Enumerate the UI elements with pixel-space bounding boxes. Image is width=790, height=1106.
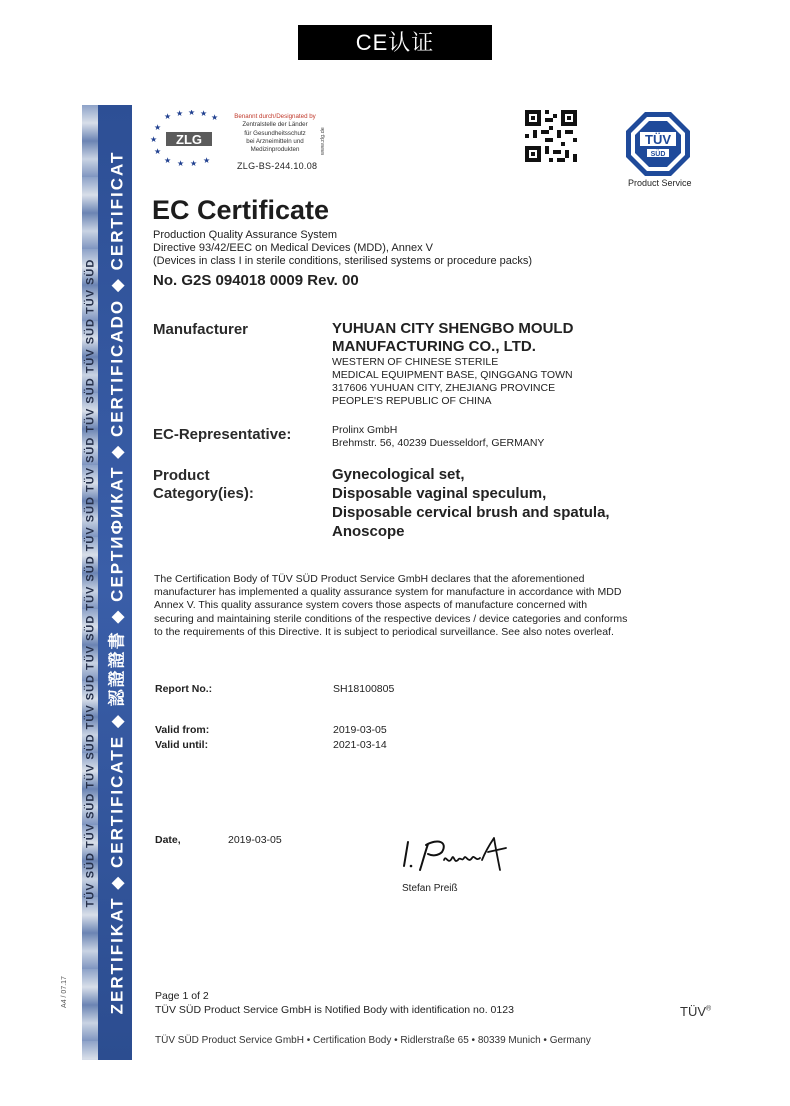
manufacturer-name-line2: MANUFACTURING CO., LTD.	[332, 338, 536, 355]
manufacturer-label: Manufacturer	[153, 321, 249, 338]
band-multilingual-text: ZERTIFIKAT ◆ CERTIFICATE ◆ 認證證書 ◆ СЕРТИФИКАТ ◆ CERTIFICADO ◆ CERTIFICAT	[107, 150, 127, 1015]
zlg-logo	[150, 110, 226, 166]
tuv-logo-sub: SÜD	[650, 151, 666, 158]
subtitle-line1: Production Quality Assurance System	[153, 229, 338, 241]
zlg-logo-text: ZLG	[176, 132, 202, 147]
subtitle-line3: (Devices in class I in sterile conditions, sterilised systems or procedure packs)	[153, 255, 533, 267]
form-code: A4 / 07.17	[61, 976, 68, 1008]
zlg-code: ZLG-BS-244.10.08	[237, 161, 318, 171]
svg-text:★: ★	[203, 156, 211, 165]
ec-representative-address: Brehmstr. 56, 40239 Duesseldorf, GERMANY	[332, 437, 545, 449]
manufacturer-address-line4: PEOPLE'S REPUBLIC OF CHINA	[332, 395, 492, 407]
tuv-logo-text: TÜV	[645, 132, 671, 147]
zlg-url: www.zlg.de	[320, 127, 326, 155]
ec-representative-label: EC-Representative:	[153, 426, 292, 443]
valid-until-label: Valid until:	[155, 739, 209, 751]
valid-from-value: 2019-03-05	[333, 724, 387, 736]
certificate-side-band	[82, 105, 132, 1060]
svg-text:★: ★	[200, 110, 208, 118]
svg-text:★: ★	[176, 110, 184, 118]
certificate-title: EC Certificate	[152, 195, 330, 225]
manufacturer-address-line1: WESTERN OF CHINESE STERILE	[332, 356, 499, 368]
product-item: Disposable cervical brush and spatula,	[332, 504, 610, 521]
tuv-caption: Product Service	[628, 178, 692, 188]
certification-statement: The Certification Body of TÜV SÜD Product Service GmbH declares that the aforementioned manufacturer has implemented a quality assurance system for manufacture in accordance with MDD Annex V. This quality assurance system covers those aspects of manufacture concerned with securing and maintaining sterile conditions of the respective devices / device categories and conforms to the requirements of this Directive. It is subject to periodical surveillance. See also notes overleaf.	[154, 573, 628, 638]
date-value: 2019-03-05	[228, 834, 282, 846]
product-label: Product	[153, 467, 210, 484]
svg-text:★: ★	[164, 112, 172, 121]
product-item: Anoscope	[332, 523, 405, 540]
page-banner-title: CE认证	[298, 25, 492, 60]
date-label: Date,	[155, 834, 181, 846]
report-number-label: Report No.:	[155, 683, 213, 695]
notified-body-statement: TÜV SÜD Product Service GmbH is Notified Body with identification no. 0123	[155, 1004, 514, 1016]
svg-text:★: ★	[150, 135, 158, 144]
svg-text:★: ★	[154, 123, 162, 132]
svg-text:★: ★	[177, 159, 185, 166]
svg-text:★: ★	[211, 113, 219, 122]
manufacturer-address-line2: MEDICAL EQUIPMENT BASE, QINGGANG TOWN	[332, 369, 573, 381]
signer-name: Stefan Preiß	[402, 883, 458, 894]
subtitle-line2: Directive 93/42/EEC on Medical Devices (MDD), Annex V	[153, 242, 433, 254]
footer-address: TÜV SÜD Product Service GmbH • Certification Body • Ridlerstraße 65 • 80339 Munich • Germany	[155, 1035, 591, 1046]
product-item: Gynecological set,	[332, 466, 465, 483]
hologram-text: TÜV SÜD TÜV SÜD TÜV SÜD TÜV SÜD TÜV SÜD TÜV SÜD TÜV SÜD TÜV SÜD TÜV SÜD TÜV SÜD TÜV SÜD	[84, 258, 96, 907]
svg-text:★: ★	[164, 156, 172, 165]
signature-image	[398, 830, 523, 880]
svg-text:★: ★	[190, 159, 198, 166]
qr-code	[525, 110, 577, 162]
product-item: Disposable vaginal speculum,	[332, 485, 547, 502]
tuv-octagon-logo	[625, 111, 691, 177]
valid-from-label: Valid from:	[155, 724, 210, 736]
report-number-value: SH18100805	[333, 683, 395, 695]
manufacturer-name-line1: YUHUAN CITY SHENGBO MOULD	[332, 320, 574, 337]
certificate-number: No. G2S 094018 0009 Rev. 00	[153, 272, 359, 289]
tuv-wordmark: TÜV®	[680, 1004, 712, 1019]
manufacturer-address-line3: 317606 YUHUAN CITY, ZHEJIANG PROVINCE	[332, 382, 556, 394]
svg-text:★: ★	[188, 110, 196, 117]
page-number: Page 1 of 2	[155, 990, 209, 1002]
zlg-designation: Benannt durch/Designated by Zentralstelle der Länder für Gesundheitsschutz bei Arzneimitteln und Medizinprodukten	[234, 113, 316, 154]
category-label: Category(ies):	[153, 485, 254, 502]
ec-representative-name: Prolinx GmbH	[332, 424, 398, 436]
valid-until-value: 2021-03-14	[333, 739, 387, 751]
svg-text:★: ★	[154, 147, 162, 156]
